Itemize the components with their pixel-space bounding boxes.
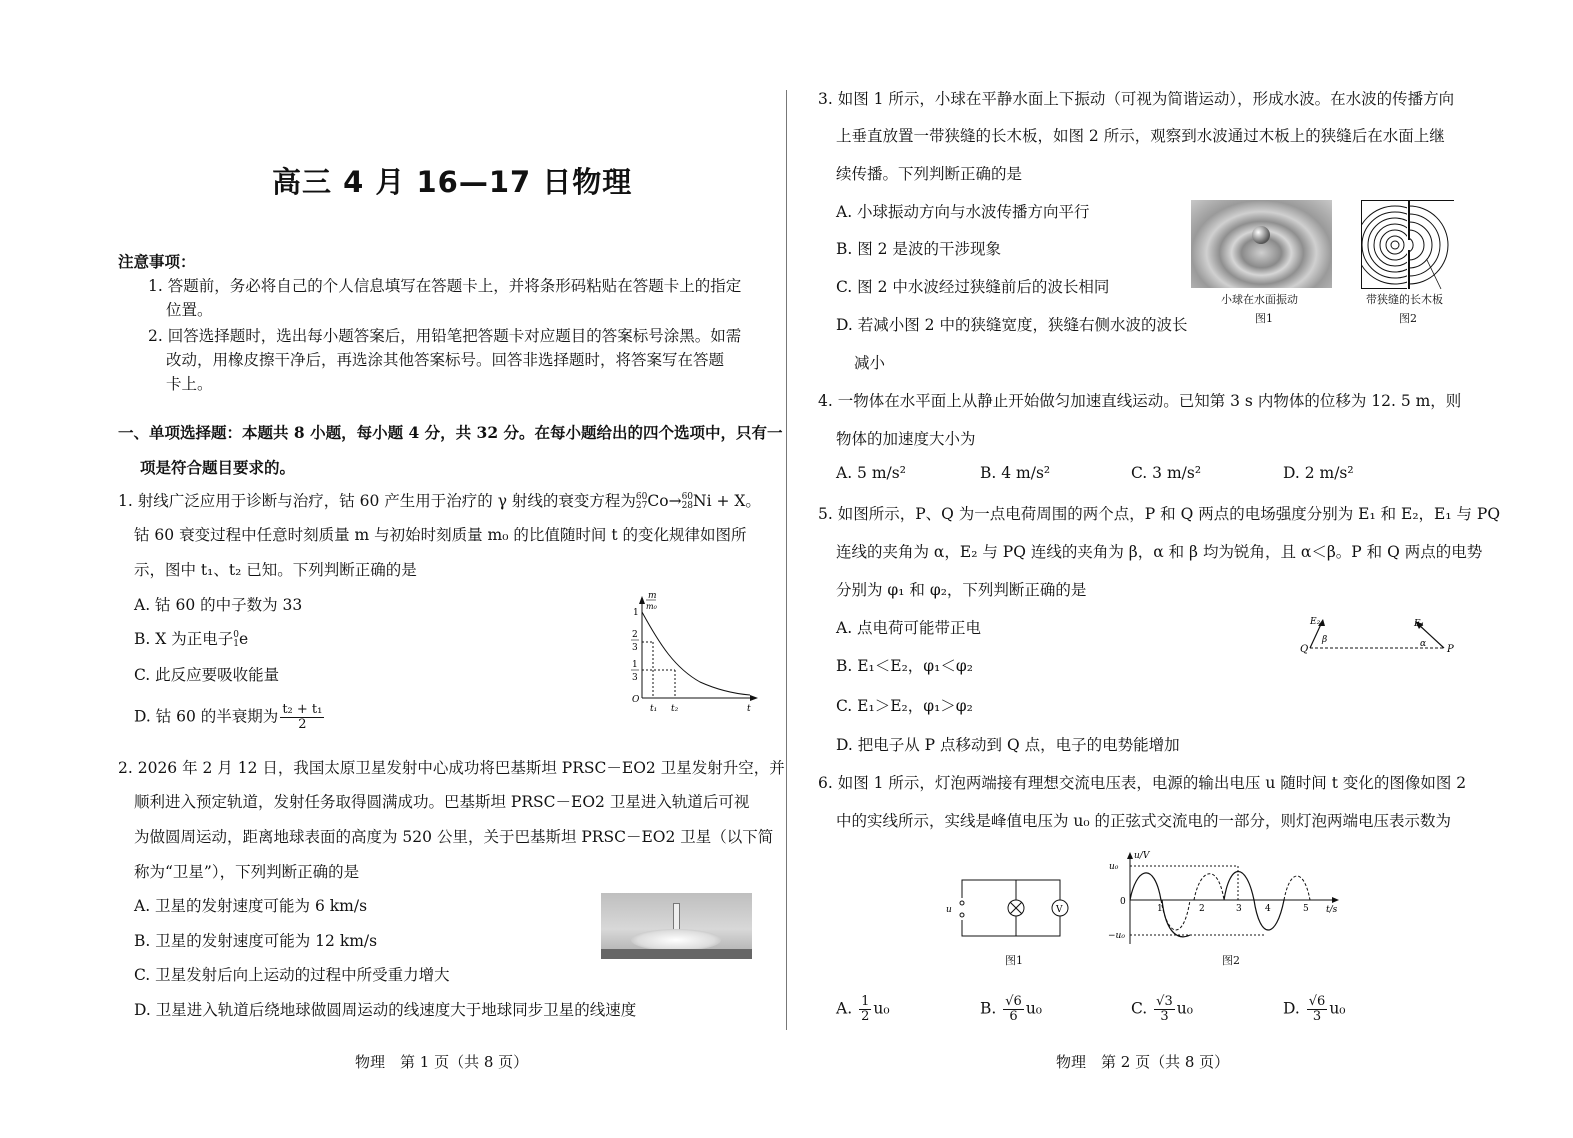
decay-y-label: m — [648, 591, 657, 601]
decay-x-label: t — [747, 704, 751, 714]
decay-tick-1b: 1 — [632, 660, 638, 670]
rocket-launch-image — [601, 893, 752, 959]
q4-stem-line1: 4. 一物体在水平面上从静止开始做匀加速直线运动。已知第 3 s 内物体的位移为 12. 5 m，则 — [818, 392, 1462, 410]
q4-option-d[interactable]: D. 2 m/s² — [1283, 464, 1354, 482]
q6-stem-line1: 6. 如图 1 所示，灯泡两端接有理想交流电压表，电源的输出电压 u 随时间 t 变化的图像如图 2 — [818, 774, 1467, 792]
q2-stem-line1: 2. 2026 年 2 月 12 日，我国太原卫星发射中心成功将巴基斯坦 PRSC－EO2 卫星发射升空，并 — [118, 759, 785, 777]
wave-tick-1: 1 — [1157, 904, 1163, 914]
q1-option-c[interactable]: C. 此反应要吸收能量 — [134, 666, 280, 684]
q3-fig1-label: 图1 — [1255, 312, 1273, 325]
q5-option-a[interactable]: A. 点电荷可能带正电 — [836, 619, 982, 637]
q4-stem-line2: 物体的加速度大小为 — [836, 430, 976, 448]
q4-option-c[interactable]: C. 3 m/s² — [1131, 464, 1202, 482]
q1-stem-line2: 钴 60 衰变过程中任意时刻质量 m 与初始时刻质量 m₀ 的比值随时间 t 的变化规律如图所 — [134, 526, 747, 544]
wave-tick-3: 3 — [1236, 904, 1242, 914]
q2-option-a[interactable]: A. 卫星的发射速度可能为 6 km/s — [134, 897, 368, 915]
field-beta-label: β — [1322, 635, 1328, 645]
q1-option-a[interactable]: A. 钴 60 的中子数为 33 — [134, 596, 303, 614]
wave-tick-5: 5 — [1303, 904, 1309, 914]
q3-stem-line1: 3. 如图 1 所示，小球在平静水面上下振动（可视为简谐运动），形成水波。在水波的传播方向 — [818, 90, 1455, 108]
water-wave-image — [1191, 200, 1332, 288]
q3-option-c[interactable]: C. 图 2 中水波经过狭缝前后的波长相同 — [836, 278, 1110, 296]
page-title: 高三 4 月 16—17 日物理 — [272, 165, 633, 199]
q5-stem-line2: 连线的夹角为 α，E₂ 与 PQ 连线的夹角为 β，α 和 β 均为锐角，且 α＜β。P 和 Q 两点的电势 — [836, 543, 1483, 561]
q6-option-a[interactable]: A. $\frac{1}{2}$ u₀ — [836, 994, 890, 1024]
q2-option-c[interactable]: C. 卫星发射后向上运动的过程中所受重力增大 — [134, 966, 450, 984]
q2-stem-line4: 称为“卫星”），下列判断正确的是 — [134, 863, 360, 881]
q3-stem-line3: 续传播。下列判断正确的是 — [836, 165, 1023, 183]
q3-fig2-label: 图2 — [1399, 312, 1417, 325]
wave-tick-2: 2 — [1199, 904, 1205, 914]
q2-stem-line3: 为做圆周运动，距离地球表面的高度为 520 公里，关于巴基斯坦 PRSC－EO2 卫星（以下简 — [134, 828, 774, 846]
section-heading-cont: 项是符合题目要求的。 — [140, 458, 296, 477]
q3-option-a[interactable]: A. 小球振动方向与水波传播方向平行 — [836, 203, 1090, 221]
field-P-label: P — [1447, 644, 1454, 655]
q6-option-b[interactable]: B. $\frac{√6}{6}$ u₀ — [980, 994, 1043, 1024]
wave-u0-label: u₀ — [1109, 862, 1119, 872]
q3-option-d[interactable]: D. 若减小图 2 中的狭缝宽度，狭缝右侧水波的波长 — [836, 316, 1188, 334]
decay-origin: O — [632, 695, 640, 705]
q6-fig1-label: 图1 — [1005, 954, 1023, 967]
q1-option-d[interactable]: D. 钴 60 的半衰期为 $\frac{\text{t₂ + t₁}}{2}$ — [134, 702, 323, 732]
wave-tick-4: 4 — [1265, 904, 1271, 914]
decay-t2: t₂ — [671, 704, 679, 714]
q1-option-b[interactable]: B. X 为正电子 0 1 e — [134, 630, 249, 649]
q3-option-d-cont: 减小 — [854, 354, 886, 372]
slit-diffraction-diagram — [1361, 200, 1455, 290]
notice-item-1: 1. 答题前，务必将自己的个人信息填写在答题卡上，并将条形码粘贴在答题卡上的指定 — [148, 277, 742, 295]
q5-option-b[interactable]: B. E₁＜E₂，φ₁＜φ₂ — [836, 657, 973, 675]
q6-option-d[interactable]: D. $\frac{√6}{3}$ u₀ — [1283, 994, 1346, 1024]
notice-item-2-cont: 改动，用橡皮擦干净后，再选涂其他答案标号。回答非选择题时，将答案写在答题 — [166, 351, 725, 369]
notice-item-2: 2. 回答选择题时，选出每小题答案后，用铅笔把答题卡对应题目的答案标号涂黑。如需 — [148, 327, 742, 345]
decay-t1: t₁ — [650, 704, 658, 714]
q4-option-a[interactable]: A. 5 m/s² — [836, 464, 906, 482]
q6-stem-line2: 中的实线所示，实线是峰值电压为 u₀ 的正弦式交流电的一部分，则灯泡两端电压表示数为 — [836, 812, 1452, 830]
q2-stem-line2: 顺利进入预定轨道，发射任务取得圆满成功。巴基斯坦 PRSC－EO2 卫星进入轨道后可视 — [134, 793, 750, 811]
decay-tick-3: 3 — [632, 643, 638, 653]
q3-stem-line2: 上垂直放置一带狭缝的长木板，如图 2 所示，观察到水波通过木板上的狭缝后在水面上继 — [836, 127, 1445, 145]
decay-graph — [620, 590, 760, 715]
q2-option-b[interactable]: B. 卫星的发射速度可能为 12 km/s — [134, 932, 378, 950]
q1-stem-line3: 示，图中 t₁、t₂ 已知。下列判断正确的是 — [134, 561, 417, 579]
q2-option-d[interactable]: D. 卫星进入轨道后绕地球做圆周运动的线速度大于地球同步卫星的线速度 — [134, 1001, 637, 1019]
wave-y-axis-label: u/V — [1134, 851, 1150, 861]
decay-tick-3b: 3 — [632, 673, 638, 683]
q6-fig2-label: 图2 — [1222, 954, 1240, 967]
q5-stem-line3: 分别为 φ₁ 和 φ₂，下列判断正确的是 — [836, 581, 1087, 599]
section-heading: 一、单项选择题：本题共 8 小题，每小题 4 分，共 32 分。在每小题给出的四个选项中，只有一 — [118, 423, 783, 442]
field-Q-label: Q — [1300, 644, 1309, 655]
wave-origin: 0 — [1120, 897, 1126, 907]
decay-tick-1: 1 — [633, 608, 639, 618]
circuit-source-u: u — [946, 905, 952, 915]
footer-page-2: 物理 第 2 页（共 8 页） — [1056, 1053, 1230, 1071]
footer-page-1: 物理 第 1 页（共 8 页） — [355, 1053, 529, 1071]
q3-fig2-caption: 带狭缝的长木板 — [1366, 293, 1443, 306]
wave-neg-u0-label: −u₀ — [1108, 931, 1125, 941]
q1-stem-line1: 1. 射线广泛应用于诊断与治疗，钴 60 产生用于治疗的 γ 射线的衰变方程为 60 27 Co→ 60 28 Ni + X。 — [118, 492, 761, 511]
notice-heading: 注意事项： — [118, 252, 196, 271]
voltmeter-label: V — [1056, 905, 1063, 915]
q5-option-c[interactable]: C. E₁＞E₂，φ₁＞φ₂ — [836, 697, 973, 715]
field-diagram — [1296, 610, 1460, 658]
waveform-graph — [1108, 848, 1348, 948]
field-E1-label: E₁ — [1414, 619, 1425, 629]
decay-y-den: m₀ — [646, 602, 657, 611]
q6-option-c[interactable]: C. $\frac{√3}{3}$ u₀ — [1131, 994, 1193, 1024]
q4-option-b[interactable]: B. 4 m/s² — [980, 464, 1051, 482]
q5-stem-line1: 5. 如图所示，P、Q 为一点电荷周围的两个点，P 和 Q 两点的电场强度分别为 E₁ 和 E₂，E₁ 与 PQ — [818, 505, 1501, 523]
field-alpha-label: α — [1420, 639, 1427, 649]
q3-fig1-caption: 小球在水面振动 — [1221, 293, 1298, 306]
notice-item-1-cont: 位置。 — [166, 301, 213, 319]
decay-tick-2: 2 — [632, 630, 638, 640]
q3-option-b[interactable]: B. 图 2 是波的干涉现象 — [836, 240, 1001, 258]
wave-x-axis-label: t/s — [1326, 905, 1338, 915]
notice-item-2-cont2: 卡上。 — [166, 375, 213, 393]
circuit-diagram — [940, 870, 1070, 942]
q5-option-d[interactable]: D. 把电子从 P 点移动到 Q 点，电子的电势能增加 — [836, 736, 1180, 754]
field-E2-label: E₂ — [1310, 617, 1321, 627]
page-divider — [786, 90, 787, 1030]
